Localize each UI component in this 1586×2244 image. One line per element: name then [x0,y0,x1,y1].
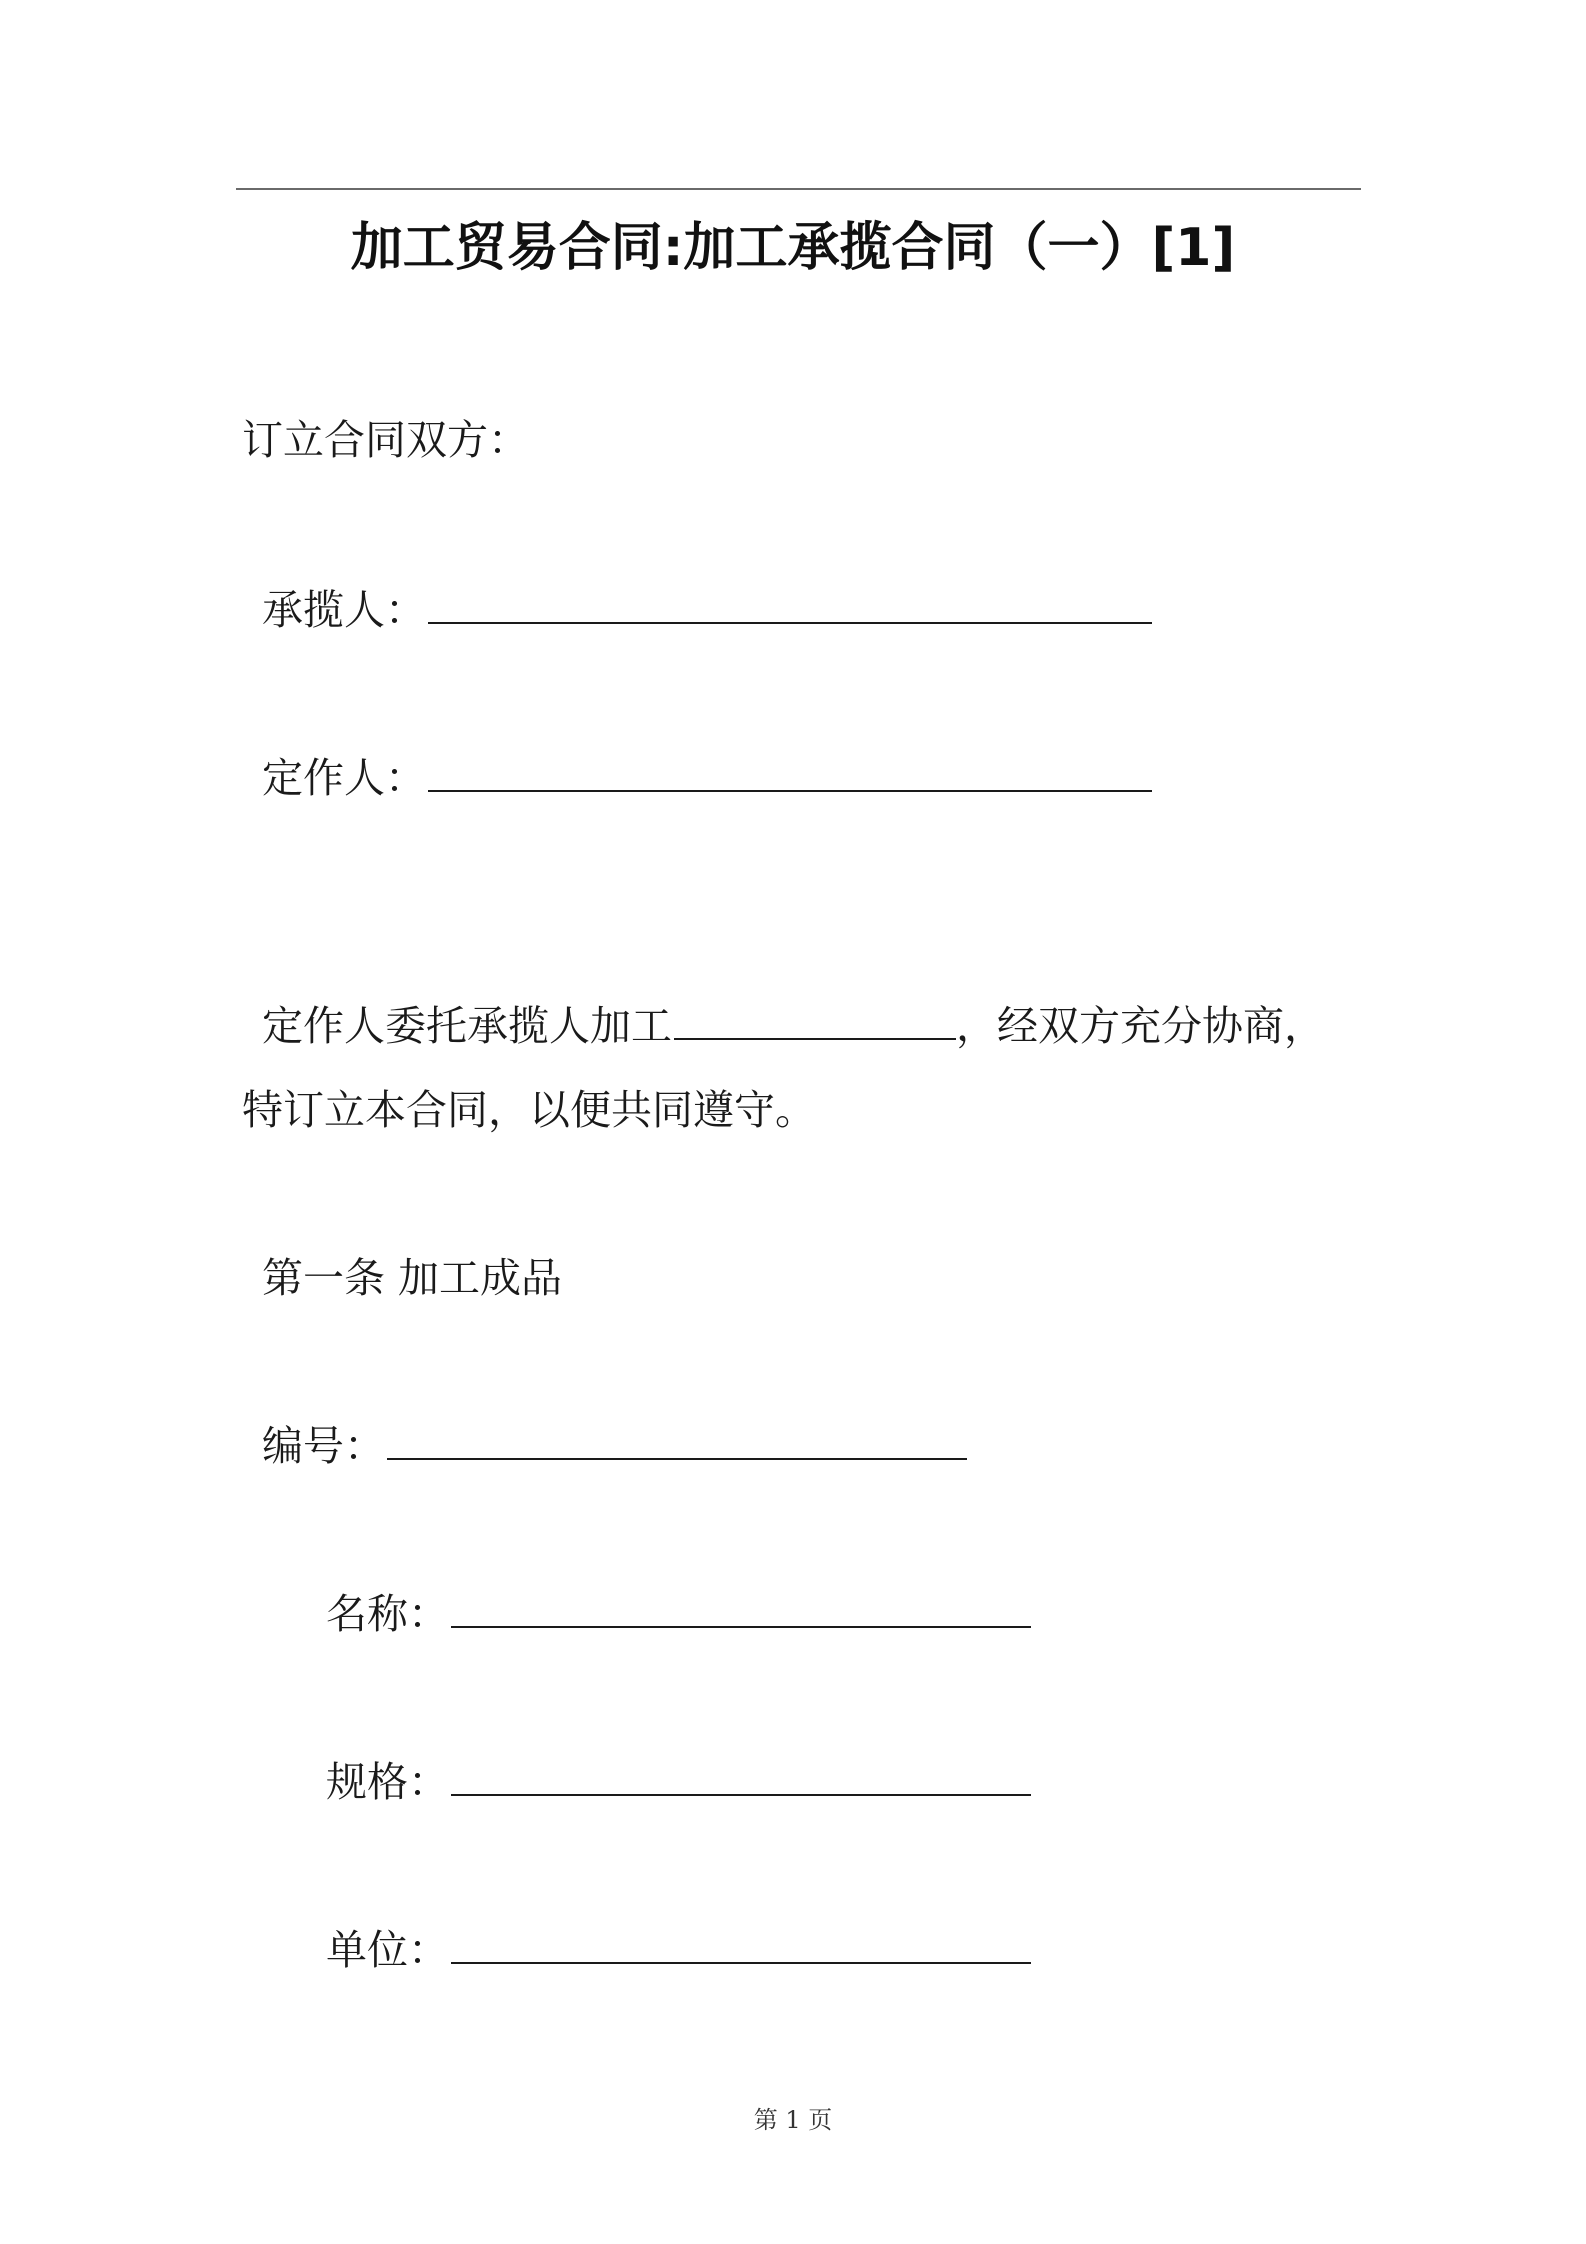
orderer-label: 定作人： [262,754,426,802]
spec-blank [451,1764,1031,1796]
contractor-label: 承揽人： [262,586,426,634]
intro-text-1: 定作人委托承揽人加工 [262,1002,672,1050]
name-blank [451,1596,1031,1628]
spec-line [326,1754,1031,1810]
orderer-line [262,750,1152,806]
contractor-blank [428,592,1152,624]
document-title: 加工贸易合同:加工承揽合同（一）[1] [350,218,1236,278]
intro-text-2: ，经双方充分协商， [956,1002,1325,1050]
orderer-blank [428,760,1152,792]
processing-item-blank [674,1008,956,1040]
unit-blank [451,1932,1031,1964]
number-blank [387,1428,967,1460]
number-line [262,1418,967,1474]
contractor-line [262,582,1152,638]
intro-line-1 [262,998,1325,1054]
article1-heading: 第一条 加工成品 [262,1254,563,1302]
name-line [326,1586,1031,1642]
spec-label: 规格： [326,1758,449,1806]
name-label: 名称： [326,1590,449,1638]
unit-line [326,1922,1031,1978]
page-number: 第 1 页 [753,2106,833,2134]
header-rule [236,188,1361,190]
unit-label: 单位： [326,1926,449,1974]
parties-heading: 订立合同双方： [242,416,529,464]
intro-line-2: 特订立本合同，以便共同遵守。 [242,1086,816,1134]
number-label: 编号： [262,1422,385,1470]
